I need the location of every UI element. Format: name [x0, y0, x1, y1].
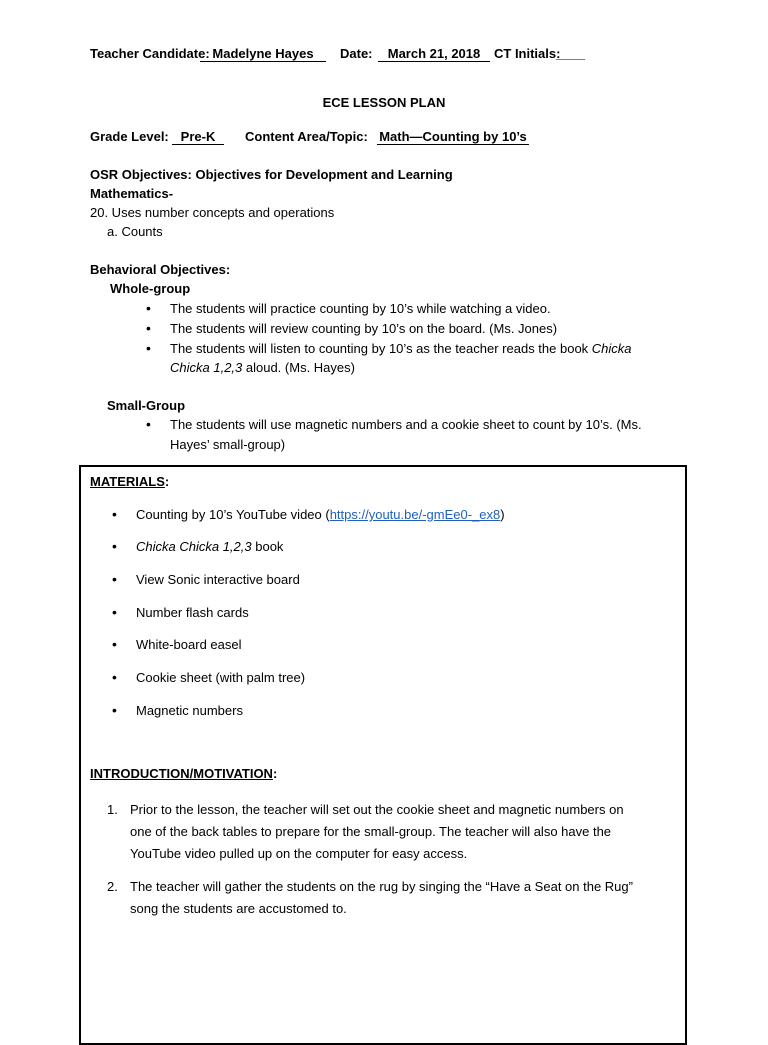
osr-subitem: a. Counts — [107, 224, 163, 239]
materials-item-book: Chicka Chicka 1,2,3 book — [136, 539, 284, 554]
bullet-icon: • — [146, 416, 151, 432]
date-field — [378, 46, 490, 62]
intro-step-line: The teacher will gather the students on the rug by singing the “Have a Seat on the Rug” — [130, 879, 633, 894]
whole-group-item: The students will practice counting by 10’s while watching a video. — [170, 301, 551, 316]
intro-step-line: Prior to the lesson, the teacher will set out the cookie sheet and magnetic numbers on — [130, 802, 624, 817]
intro-step-line: YouTube video pulled up on the computer for easy access. — [130, 846, 468, 861]
bullet-icon: • — [146, 300, 151, 316]
whole-group-item: The students will review counting by 10’s on the board. (Ms. Jones) — [170, 321, 558, 336]
intro-heading: INTRODUCTION/MOTIVATION: — [90, 766, 278, 781]
wg3-text-a: The students will listen to counting by 10’s as the teacher reads the book — [170, 341, 592, 356]
intro-step-line: one of the back tables to prepare for the small-group. The teacher will also have the — [130, 824, 612, 839]
bullet-icon: • — [112, 636, 117, 652]
date-value: March 21, 2018 — [378, 46, 490, 62]
materials-item: White-board easel — [136, 637, 242, 652]
materials-item: Magnetic numbers — [136, 703, 243, 718]
date-label: Date: — [340, 46, 373, 61]
content-area-value: Math—Counting by 10’s — [377, 129, 529, 145]
materials-heading: MATERIALS: — [90, 474, 170, 489]
grade-level-field — [172, 129, 224, 145]
grade-level-value: Pre-K — [172, 129, 224, 145]
materials-item: Cookie sheet (with palm tree) — [136, 670, 306, 685]
whole-group-item — [170, 341, 632, 356]
materials-item: Number flash cards — [136, 605, 249, 620]
osr-subject: Mathematics- — [90, 186, 174, 201]
whole-group-label: Whole-group — [110, 281, 191, 296]
bullet-icon: • — [112, 506, 117, 522]
osr-item: 20. Uses number concepts and operations — [90, 205, 335, 220]
osr-heading: OSR Objectives: Objectives for Development and Learning — [90, 167, 453, 182]
content-area-label: Content Area/Topic: — [245, 129, 368, 144]
bullet-icon: • — [146, 320, 151, 336]
bullet-icon: • — [146, 340, 151, 356]
intro-step-number: 2. — [107, 879, 118, 894]
book-title: Chicka — [591, 341, 632, 356]
teacher-candidate-field — [200, 46, 326, 62]
video-link[interactable]: https://youtu.be/-gmEe0-_ex8 — [329, 507, 501, 522]
grade-level-label: Grade Level: — [90, 129, 169, 144]
small-group-label: Small-Group — [107, 398, 186, 413]
page-title: ECE LESSON PLAN — [322, 95, 446, 110]
book-title: Chicka 1,2,3 — [170, 360, 243, 375]
bullet-icon: • — [112, 604, 117, 620]
bullet-icon: • — [112, 702, 117, 718]
materials-item: View Sonic interactive board — [136, 572, 300, 587]
bullet-icon: • — [112, 669, 117, 685]
intro-step-number: 1. — [107, 802, 118, 817]
behavioral-heading: Behavioral Objectives: — [90, 262, 231, 277]
bullet-icon: • — [112, 538, 117, 554]
ct-initials-label: CT Initials: — [494, 46, 561, 61]
teacher-candidate-label: Teacher Candidate: — [90, 46, 210, 61]
ct-initials-value: ____ — [556, 46, 585, 61]
small-group-item: The students will use magnetic numbers and a cookie sheet to count by 10’s. (Ms. — [170, 417, 642, 432]
materials-item-video: Counting by 10’s YouTube video (https://youtu.be/-gmEe0-_ex8) — [136, 507, 505, 522]
intro-step-line: song the students are accustomed to. — [130, 901, 347, 916]
content-area-field — [377, 129, 529, 145]
whole-group-item-cont — [170, 360, 355, 375]
wg3-text-b: aloud. (Ms. Hayes) — [242, 360, 355, 375]
teacher-candidate-value: Madelyne Hayes — [200, 46, 326, 62]
small-group-item-cont: Hayes’ small-group) — [170, 437, 286, 452]
bullet-icon: • — [112, 571, 117, 587]
